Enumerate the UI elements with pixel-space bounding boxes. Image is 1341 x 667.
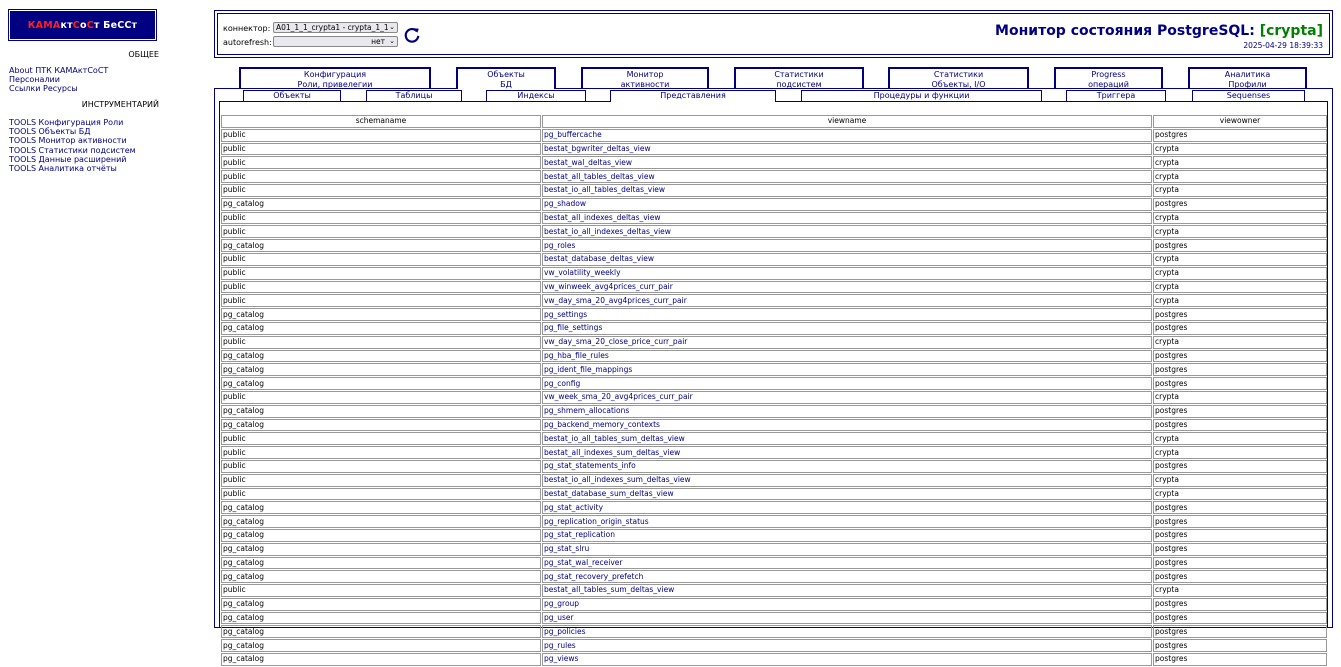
tab-label: Аналитика xyxy=(1224,70,1271,79)
table-row xyxy=(221,184,1327,197)
cell-viewowner: postgres xyxy=(1153,570,1327,583)
table-row xyxy=(221,515,1327,528)
link-tools-analytics[interactable]: TOOLS Аналитика отчёты xyxy=(9,163,117,173)
cell-schemaname: public xyxy=(221,184,541,197)
database-name: [crypta] xyxy=(1259,23,1323,39)
cell-viewowner: crypta xyxy=(1153,446,1327,459)
autorefresh-select[interactable] xyxy=(273,36,398,47)
cell-viewname[interactable]: bestat_database_deltas_view xyxy=(542,253,1152,266)
cell-viewowner: crypta xyxy=(1153,170,1327,183)
cell-viewname[interactable]: pg_hba_file_rules xyxy=(542,350,1152,363)
cell-viewname[interactable]: bestat_all_tables_deltas_view xyxy=(542,170,1152,183)
table-row xyxy=(221,501,1327,514)
cell-schemaname: pg_catalog xyxy=(221,653,541,666)
table-row xyxy=(221,322,1327,335)
table-row xyxy=(221,488,1327,501)
tools-links xyxy=(9,118,136,173)
cell-schemaname: pg_catalog xyxy=(221,543,541,556)
cell-viewname[interactable]: pg_config xyxy=(542,377,1152,390)
table-row xyxy=(221,212,1327,225)
subtab-objects[interactable]: Объекты xyxy=(243,90,341,101)
cell-schemaname: public xyxy=(221,267,541,280)
cell-viewname[interactable]: bestat_io_all_indexes_sum_deltas_view xyxy=(542,474,1152,487)
cell-viewowner: postgres xyxy=(1153,543,1327,556)
cell-viewowner: postgres xyxy=(1153,405,1327,418)
table-row xyxy=(221,639,1327,652)
cell-viewowner: postgres xyxy=(1153,198,1327,211)
table-row xyxy=(221,308,1327,321)
connector-select[interactable] xyxy=(273,22,398,33)
cell-schemaname: public xyxy=(221,460,541,473)
table-row xyxy=(221,474,1327,487)
cell-viewname[interactable]: bestat_io_all_indexes_deltas_view xyxy=(542,225,1152,238)
cell-viewname[interactable]: pg_views xyxy=(542,653,1152,666)
cell-viewowner: crypta xyxy=(1153,432,1327,445)
cell-viewowner: postgres xyxy=(1153,460,1327,473)
cell-viewname[interactable]: pg_user xyxy=(542,612,1152,625)
subtab-procedures[interactable]: Процедуры и функции xyxy=(801,90,1042,101)
cell-viewowner: postgres xyxy=(1153,612,1327,625)
table-row xyxy=(221,377,1327,390)
table-row xyxy=(221,612,1327,625)
cell-schemaname: public xyxy=(221,584,541,597)
cell-schemaname: pg_catalog xyxy=(221,570,541,583)
cell-viewname[interactable]: pg_ident_file_mappings xyxy=(542,363,1152,376)
cell-viewowner: crypta xyxy=(1153,225,1327,238)
header-inner xyxy=(217,13,1330,55)
sidebar xyxy=(0,0,168,624)
column-header-viewname[interactable]: viewname xyxy=(542,115,1152,128)
cell-viewowner: postgres xyxy=(1153,363,1327,376)
cell-schemaname: public xyxy=(221,225,541,238)
tab-label: Профили xyxy=(1228,79,1267,89)
cell-viewname[interactable]: pg_stat_wal_receiver xyxy=(542,557,1152,570)
table-row xyxy=(221,129,1327,142)
link-tools-config[interactable]: TOOLS Конфигурация Роли xyxy=(9,118,124,127)
cell-viewname[interactable]: vw_week_sma_20_avg4prices_curr_pair xyxy=(542,391,1152,404)
cell-schemaname: pg_catalog xyxy=(221,377,541,390)
connector-label: коннектор: xyxy=(223,24,271,33)
table-row xyxy=(221,170,1327,183)
cell-viewowner: crypta xyxy=(1153,212,1327,225)
cell-viewname[interactable]: pg_replication_origin_status xyxy=(542,515,1152,528)
cell-schemaname: pg_catalog xyxy=(221,515,541,528)
cell-viewowner: postgres xyxy=(1153,639,1327,652)
cell-schemaname: pg_catalog xyxy=(221,625,541,638)
cell-schemaname: pg_catalog xyxy=(221,529,541,542)
tab-stats-objects[interactable] xyxy=(888,67,1029,88)
header-panel xyxy=(214,10,1333,58)
cell-viewowner: crypta xyxy=(1153,184,1327,197)
cell-viewname[interactable]: bestat_database_sum_deltas_view xyxy=(542,488,1152,501)
tab-label: Объекты, I/O xyxy=(931,79,986,89)
refresh-icon[interactable] xyxy=(403,26,421,44)
table-row xyxy=(221,239,1327,252)
tab-label: Progress xyxy=(1091,70,1126,79)
table-row xyxy=(221,653,1327,666)
tab-label: активности xyxy=(620,79,670,89)
cell-viewowner: postgres xyxy=(1153,598,1327,611)
cell-schemaname: pg_catalog xyxy=(221,239,541,252)
cell-schemaname: pg_catalog xyxy=(221,612,541,625)
table-header-row xyxy=(221,115,1327,128)
cell-viewname[interactable]: pg_stat_statements_info xyxy=(542,460,1152,473)
subtab-views[interactable]: Представления xyxy=(610,90,776,102)
cell-viewname[interactable]: pg_stat_recovery_prefetch xyxy=(542,570,1152,583)
cell-viewname[interactable]: pg_file_settings xyxy=(542,322,1152,335)
cell-viewname[interactable]: pg_stat_slru xyxy=(542,543,1152,556)
cell-viewname[interactable]: vw_day_sma_20_avg4prices_curr_pair xyxy=(542,294,1152,307)
table-row xyxy=(221,584,1327,597)
connector-value: A01_1_1_crypta1 - crypta_1_1 xyxy=(276,23,389,32)
cell-schemaname: public xyxy=(221,129,541,142)
cell-viewname[interactable]: pg_group xyxy=(542,598,1152,611)
subtab-sequences[interactable]: Sequenses xyxy=(1192,90,1305,101)
cell-viewowner: crypta xyxy=(1153,143,1327,156)
tab-label: Конфигурация xyxy=(303,70,367,79)
cell-schemaname: public xyxy=(221,474,541,487)
tab-objects[interactable] xyxy=(456,67,556,89)
cell-viewowner: crypta xyxy=(1153,336,1327,349)
table-row xyxy=(221,570,1327,583)
cell-viewname[interactable]: bestat_all_indexes_deltas_view xyxy=(542,212,1152,225)
cell-viewname[interactable]: pg_buffercache xyxy=(542,129,1152,142)
cell-schemaname: pg_catalog xyxy=(221,363,541,376)
table-row xyxy=(221,405,1327,418)
cell-viewowner: postgres xyxy=(1153,308,1327,321)
cell-viewowner: crypta xyxy=(1153,253,1327,266)
column-header-viewowner[interactable]: viewowner xyxy=(1153,115,1327,128)
cell-viewowner: crypta xyxy=(1153,294,1327,307)
table-row xyxy=(221,225,1327,238)
cell-viewname[interactable]: bestat_io_all_tables_sum_deltas_view xyxy=(542,432,1152,445)
cell-viewowner: postgres xyxy=(1153,653,1327,666)
cell-viewowner: postgres xyxy=(1153,350,1327,363)
cell-viewname[interactable]: bestat_all_tables_sum_deltas_view xyxy=(542,584,1152,597)
cell-schemaname: public xyxy=(221,156,541,169)
cell-viewname[interactable]: bestat_wal_deltas_view xyxy=(542,156,1152,169)
link-resources[interactable]: Ссылки Ресурсы xyxy=(9,84,78,94)
link-tools-extensions[interactable]: TOOLS Данные расширений xyxy=(9,154,127,164)
tab-progress[interactable] xyxy=(1054,67,1163,88)
table-row xyxy=(221,198,1327,211)
cell-viewname[interactable]: pg_stat_replication xyxy=(542,529,1152,542)
cell-viewowner: crypta xyxy=(1153,156,1327,169)
general-heading: ОБЩЕЕ xyxy=(128,50,159,59)
autorefresh-label: autorefresh: xyxy=(223,38,272,47)
cell-viewowner: crypta xyxy=(1153,584,1327,597)
cell-viewname[interactable]: vw_volatility_weekly xyxy=(542,267,1152,280)
cell-schemaname: public xyxy=(221,488,541,501)
cell-viewname[interactable]: pg_rules xyxy=(542,639,1152,652)
table-row xyxy=(221,143,1327,156)
link-tools-objects[interactable]: TOOLS Объекты БД xyxy=(9,127,91,137)
cell-schemaname: public xyxy=(221,432,541,445)
cell-schemaname: public xyxy=(221,281,541,294)
tab-label: БД xyxy=(500,79,512,89)
cell-viewname[interactable]: bestat_bgwriter_deltas_view xyxy=(542,143,1152,156)
logo[interactable] xyxy=(9,10,156,40)
cell-schemaname: public xyxy=(221,170,541,183)
tab-label: Статистики xyxy=(933,70,984,79)
link-about[interactable]: About ПТК КАМАктСоСТ xyxy=(9,66,109,75)
cell-viewname[interactable]: pg_roles xyxy=(542,239,1152,252)
table-row xyxy=(221,156,1327,169)
table-row xyxy=(221,598,1327,611)
table-row xyxy=(221,543,1327,556)
cell-schemaname: pg_catalog xyxy=(221,322,541,335)
logo-text: КАМАктСоСт БеССт xyxy=(27,20,138,31)
tab-monitor[interactable] xyxy=(581,67,709,88)
cell-viewowner: postgres xyxy=(1153,557,1327,570)
cell-viewowner: postgres xyxy=(1153,322,1327,335)
cell-schemaname: pg_catalog xyxy=(221,198,541,211)
chevron-down-icon: ⌄ xyxy=(389,23,395,31)
cell-viewname[interactable]: vw_day_sma_20_close_price_curr_pair xyxy=(542,336,1152,349)
cell-viewname[interactable]: pg_settings xyxy=(542,308,1152,321)
page-title: Монитор состояния PostgreSQL: [crypta] xyxy=(995,23,1323,39)
cell-viewname[interactable]: pg_shadow xyxy=(542,198,1152,211)
cell-viewowner: postgres xyxy=(1153,419,1327,432)
table-body xyxy=(221,129,1327,666)
cell-viewowner: crypta xyxy=(1153,488,1327,501)
subtab-triggers[interactable]: Триггера xyxy=(1066,90,1166,101)
cell-viewowner: postgres xyxy=(1153,501,1327,514)
tools-heading: ИНСТРУМЕНТАРИЙ xyxy=(81,100,159,109)
table-row xyxy=(221,460,1327,473)
tab-analytics[interactable] xyxy=(1188,67,1307,88)
cell-viewname[interactable]: pg_stat_activity xyxy=(542,501,1152,514)
cell-schemaname: pg_catalog xyxy=(221,405,541,418)
table-row xyxy=(221,446,1327,459)
tab-label: подсистем xyxy=(776,79,822,89)
cell-schemaname: pg_catalog xyxy=(221,639,541,652)
cell-schemaname: pg_catalog xyxy=(221,501,541,514)
cell-viewowner: crypta xyxy=(1153,281,1327,294)
timestamp: 2025-04-29 18:39:33 xyxy=(1243,41,1323,50)
general-links xyxy=(9,66,108,94)
cell-viewowner: postgres xyxy=(1153,515,1327,528)
table-row xyxy=(221,253,1327,266)
table-row xyxy=(221,281,1327,294)
cell-viewowner: postgres xyxy=(1153,239,1327,252)
cell-schemaname: public xyxy=(221,336,541,349)
cell-schemaname: public xyxy=(221,212,541,225)
subtab-tables[interactable]: Таблицы xyxy=(366,90,462,101)
table-row xyxy=(221,419,1327,432)
tab-label: Роли, привелегии xyxy=(297,79,373,89)
table-row xyxy=(221,391,1327,404)
cell-viewowner: postgres xyxy=(1153,377,1327,390)
table-row xyxy=(221,350,1327,363)
link-tools-monitor[interactable]: TOOLS Монитор активности xyxy=(9,136,127,146)
views-table xyxy=(220,114,1328,667)
cell-schemaname: public xyxy=(221,391,541,404)
tab-config[interactable] xyxy=(239,67,431,88)
link-personalii[interactable]: Персоналии xyxy=(9,75,60,85)
tab-label: Объекты xyxy=(487,70,525,79)
tab-label: Монитор xyxy=(626,70,664,79)
table-row xyxy=(221,432,1327,445)
cell-viewname[interactable]: bestat_all_indexes_sum_deltas_view xyxy=(542,446,1152,459)
cell-viewowner: postgres xyxy=(1153,129,1327,142)
cell-viewname[interactable]: bestat_io_all_tables_deltas_view xyxy=(542,184,1152,197)
cell-schemaname: public xyxy=(221,446,541,459)
cell-viewname[interactable]: pg_backend_memory_contexts xyxy=(542,419,1152,432)
table-row xyxy=(221,363,1327,376)
cell-schemaname: pg_catalog xyxy=(221,308,541,321)
table-row xyxy=(221,529,1327,542)
cell-viewowner: crypta xyxy=(1153,474,1327,487)
cell-viewowner: postgres xyxy=(1153,529,1327,542)
cell-schemaname: public xyxy=(221,143,541,156)
cell-schemaname: pg_catalog xyxy=(221,350,541,363)
link-tools-stats[interactable]: TOOLS Статистики подсистем xyxy=(9,145,136,155)
column-header-schemaname[interactable]: schemaname xyxy=(221,115,541,128)
tab-label: Статистики xyxy=(774,70,824,79)
table-row xyxy=(221,294,1327,307)
tab-stats-subsystems[interactable] xyxy=(734,67,864,88)
cell-schemaname: pg_catalog xyxy=(221,598,541,611)
cell-schemaname: pg_catalog xyxy=(221,419,541,432)
cell-viewowner: postgres xyxy=(1153,625,1327,638)
cell-schemaname: public xyxy=(221,253,541,266)
cell-viewowner: crypta xyxy=(1153,267,1327,280)
cell-viewname[interactable]: pg_policies xyxy=(542,625,1152,638)
subtab-indexes[interactable]: Индексы xyxy=(486,90,586,101)
table-row xyxy=(221,336,1327,349)
table-row xyxy=(221,267,1327,280)
tab-label: операций xyxy=(1088,79,1129,89)
cell-viewname[interactable]: pg_shmem_allocations xyxy=(542,405,1152,418)
cell-schemaname: public xyxy=(221,294,541,307)
table-row xyxy=(221,625,1327,638)
cell-viewname[interactable]: vw_winweek_avg4prices_curr_pair xyxy=(542,281,1152,294)
cell-viewowner: crypta xyxy=(1153,391,1327,404)
autorefresh-value: нет xyxy=(371,37,385,46)
chevron-down-icon: ⌄ xyxy=(389,37,395,45)
table-row xyxy=(221,557,1327,570)
cell-schemaname: pg_catalog xyxy=(221,557,541,570)
